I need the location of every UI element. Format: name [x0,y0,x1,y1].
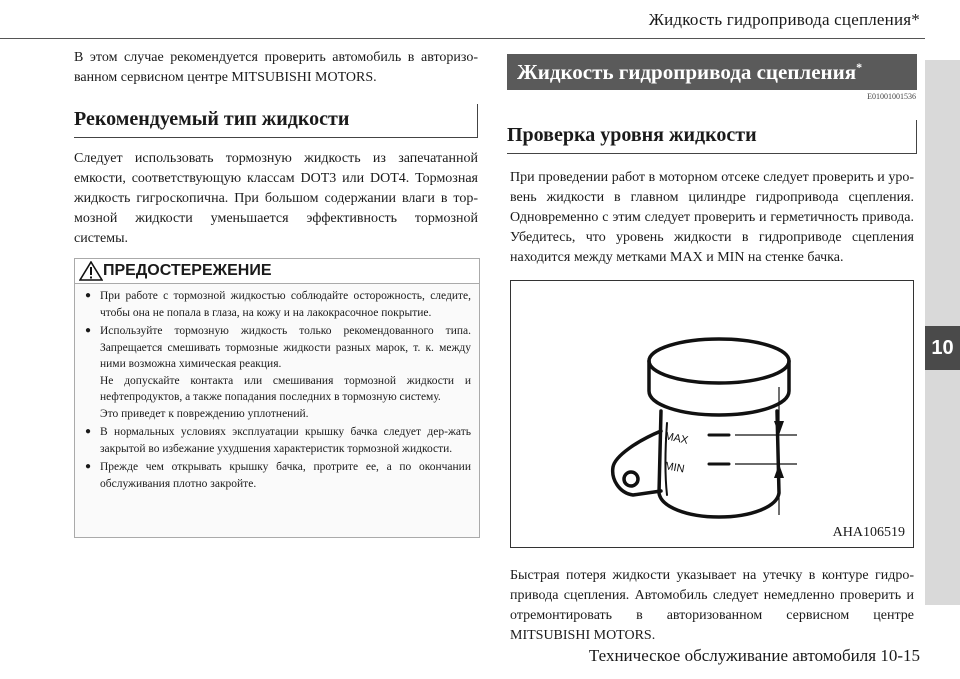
level-check-paragraph: При проведении работ в моторном отсеке следует проверить и уро-вень жидкости в главном цилиндре гидропривода сцепления. Одновременно с этим следует проверить и герметичность привода. Убедитесь, что уровень жидкости в гидроприводе сцепления находится между метками MAX и MIN на стенке бачка. [510,170,914,265]
warning-item-text: Прежде чем открывать крышку бачка, протрите ее, а по окончании обслуживания плотно закройте. [100,461,471,490]
max-mark-label: MAX [663,430,690,447]
warning-header [75,259,479,284]
warning-item-text: Используйте тормозную жидкость только рекомендованного типа. Запрещается смешивать тормозные жидкости разных марок, т. к. между ними возможна химическая реакция. [100,325,471,370]
min-mark-label: MIN [663,460,686,476]
header-divider [0,38,925,39]
chapter-number-tab[interactable]: 10 [925,326,960,370]
chapter-title-mark: * [856,60,863,74]
warning-item [85,424,471,457]
warning-box [74,258,480,538]
warning-item [85,288,471,321]
section-title-level-check: Проверка уровня жидкости [507,120,917,154]
warning-item-text: Не допускайте контакта или смешивания тормозной жидкости и нефтепродуктов, а также попадания последних в тормозную систему. [100,374,471,403]
bullet-icon: ● [85,325,92,336]
warning-item-text: В нормальных условиях эксплуатации крышку бачка следует дер-жать закрытой во избежание ухудшения характеристик тормозной жидкости. [100,426,471,455]
chapter-title: Жидкость гидропривода сцепления [517,60,857,84]
warning-title: ПРЕДОСТЕРЕЖЕНИЕ [103,262,272,279]
page-header-title: Жидкость гидропривода сцепления* [648,10,920,29]
bullet-icon: ● [85,461,92,472]
bullet-icon: ● [85,290,92,301]
chapter-title-bar [507,54,917,90]
warning-item [85,459,471,492]
figure-code: AHA106519 [832,525,905,540]
warning-item [85,323,471,422]
leak-paragraph: Быстрая потеря жидкости указывает на утечку в контуре гидро-привода сцепления. Автомобиль следует немедленно проверить и отремонтировать в авторизованном сервисном центре MITSUBISHI MOTORS. [510,568,914,643]
warning-triangle-icon [79,261,103,281]
warning-list [75,284,479,492]
warning-item-text: При работе с тормозной жидкостью соблюдайте осторожность, следите, чтобы она не попала в глаза, на кожу и на лакокрасочное покрытие. [100,290,471,319]
section-code: E01001001536 [867,92,916,101]
reservoir-illustration [511,281,912,546]
section-title-fluid-type: Рекомендуемый тип жидкости [74,104,478,138]
fluid-type-paragraph: Следует использовать тормозную жидкость из запечатанной емкости, соответствующую классам DOT3 или DOT4. Тормозная жидкость гигроскопична. При большом содержании влаги в тор-мозной жидкости уменьшается эффективность тормозной системы. [74,151,478,246]
warning-item-text: Это приведет к повреждению уплотнений. [100,407,309,420]
reservoir-figure [510,280,914,548]
page-footer: Техническое обслуживание автомобиля 10-15 [588,646,920,665]
bullet-icon: ● [85,426,92,437]
intro-paragraph: В этом случае рекомендуется проверить автомобиль в авторизо-ванном сервисном центре MITSUBISHI MOTORS. [74,50,478,85]
